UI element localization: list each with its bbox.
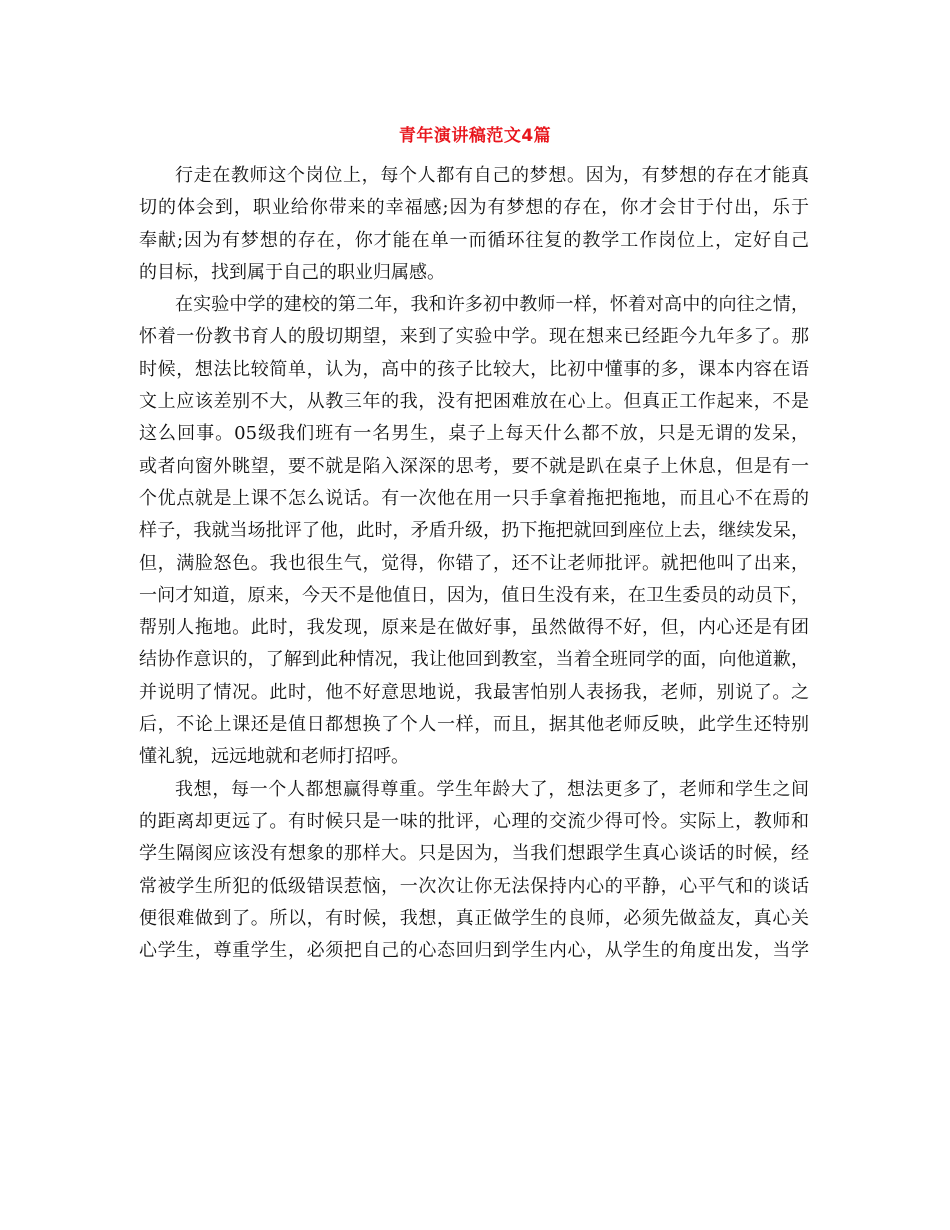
text-line: 样子，我就当场批评了他，此时，矛盾升级，扔下拖把就回到座位上去，继续发呆，: [139, 520, 809, 542]
text-line: 这么回事。05级我们班有一名男生，桌子上每天什么都不放，只是无谓的发呆，: [139, 423, 809, 445]
text-line: 常被学生所犯的低级错误惹恼，一次次让你无法保持内心的平静，心平气和的谈话: [139, 875, 809, 897]
text-line: 后，不论上课还是值日都想换了个人一样，而且，据其他老师反映，此学生还特别: [139, 714, 809, 736]
text-line: 心学生，尊重学生，必须把自己的心态回归到学生内心，从学生的角度出发，当学: [139, 940, 809, 962]
text-line: 在实验中学的建校的第二年，我和许多初中教师一样，怀着对高中的向往之情，: [175, 294, 809, 316]
text-line: 结协作意识的，了解到此种情况，我让他回到教室，当着全班同学的面，向他道歉，: [139, 649, 809, 671]
text-line: 或者向窗外眺望，要不就是陷入深深的思考，要不就是趴在桌子上休息，但是有一: [139, 455, 809, 477]
text-line: 怀着一份教书育人的殷切期望，来到了实验中学。现在想来已经距今九年多了。那: [139, 326, 809, 348]
text-line: 切的体会到，职业给你带来的幸福感;因为有梦想的存在，你才会甘于付出，乐于: [139, 197, 809, 219]
text-line: 个优点就是上课不怎么说话。有一次他在用一只手拿着拖把拖地，而且心不在焉的: [139, 487, 809, 509]
text-line: 奉献;因为有梦想的存在，你才能在单一而循环往复的教学工作岗位上，定好自己: [139, 229, 809, 251]
text-line: 文上应该差别不大，从教三年的我，没有把困难放在心上。但真正工作起来，不是: [139, 391, 809, 413]
text-line: 行走在教师这个岗位上，每个人都有自己的梦想。因为，有梦想的存在才能真: [175, 165, 809, 186]
text-line: 我想，每一个人都想赢得尊重。学生年龄大了，想法更多了，老师和学生之间: [175, 778, 809, 800]
text-line: 便很难做到了。所以，有时候，我想，真正做学生的良师，必须先做益友，真心关: [139, 907, 809, 929]
text-line: 的目标，找到属于自己的职业归属感。: [139, 261, 445, 283]
text-line: 学生隔阂应该没有想象的那样大。只是因为，当我们想跟学生真心谈话的时候，经: [139, 843, 809, 865]
paragraph: [139, 289, 809, 773]
text-line: 并说明了情况。此时，他不好意思地说，我最害怕别人表扬我，老师，别说了。之: [139, 681, 809, 703]
paragraph: [139, 160, 809, 289]
text-line: 懂礼貌，远远地就和老师打招呼。: [139, 746, 409, 768]
text-line: 一问才知道，原来，今天不是他值日，因为，值日生没有来，在卫生委员的动员下，: [139, 584, 809, 606]
text-line: 但，满脸怒色。我也很生气，觉得，你错了，还不让老师批评。就把他叫了出来，: [139, 552, 809, 574]
document-title: 青年演讲稿范文4篇: [398, 126, 552, 146]
text-line: 帮别人拖地。此时，我发现，原来是在做好事，虽然做得不好，但，内心还是有团: [139, 617, 809, 639]
paragraph: [139, 774, 809, 968]
text-line: 的距离却更远了。有时候只是一味的批评，心理的交流少得可怜。实际上，教师和: [139, 810, 809, 832]
document-body: [139, 160, 809, 967]
text-line: 时候，想法比较简单，认为，高中的孩子比较大，比初中懂事的多，课本内容在语: [139, 358, 809, 380]
